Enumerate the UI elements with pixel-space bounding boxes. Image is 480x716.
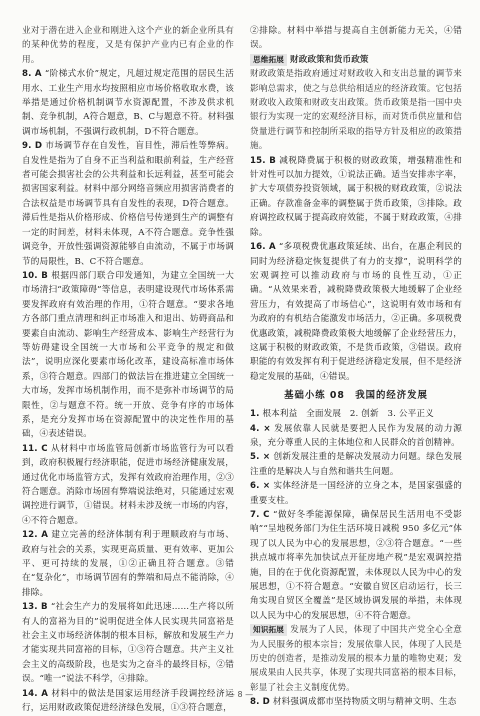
box2-text: 发展为了人民，体现了中国共产党全心全意为人民服务的根本宗旨；发展依靠人民，体现了人民是历史的创造者，是推动发展的根本力量的唯物史观；发展成果由人民共享，体现了实现共同富裕的根本目标，彰显了社会主义制度优势。 [250,625,462,693]
practice-item-7: 7. C “做好冬季能源保障，确保居民生活用电不受影响”“呈地税务部门为住生活环境日减税 950 多亿元”体现了以人民为中心的发展思想，②③符合题意。“一些拱点城市将率先加快试点开征房地产税”是宏观调控措施，目的在于优化资源配置，未体现以人民为中心的发展思想，①不符合题意。“安徽自贸区启动运行，长三角实现自贸区全覆盖”是区域协调发展的举措，未体现以人民为中心的发展思想，④不符合题意。 [250,510,462,621]
left-column [22,24,234,716]
box-title: 财政政策和货币政策 [289,54,369,65]
practice-item-1: 1. 根本利益 全面发展 2. 创新 3. 公平正义 [250,409,434,420]
answer-item-8: 8. A “阶梯式水价”规定，凡超过规定范围的居民生活用水、工业生产用水均按照相应市场价格收取水费，该举措是通过价格机制调节水资源配置，不涉及供求机制、竞争机制，A符合题意，B、C与题意不符。材料强调市场机制，不强调行政机制，D不符合题意。 [22,69,234,137]
answer-item-11: 11. C 从材料中市场监管局创新市场监管行为可以看到，政府积极履行经济职能，促进市场经济健康发展，通过优化市场监管方式，发挥有效政府治理作用，②③符合题意。消除市场固有弊端说法绝对，只能通过宏观调控进行调节，①错误。材料未涉及统一市场的内容，④不符合题意。 [22,443,234,526]
box2-tag: 知识拓展 [250,624,287,636]
page-number: — 8 — [226,690,254,699]
practice-item-4: 4. × 发展依靠人民就是要把人民作为发展的动力源泉，充分尊重人民的主体地位和人民群众的首创精神。 [250,423,462,448]
answer-item-12: 12. A 建立完善的经济体制有利于理顺政府与市场、政府与社会的关系，实现更高质量、更有效率、更加公平、更可持续的发展，①②正确且符合题意。③错在“复杂化”，市场调节固有的弊端和局点不能消除，④排除。 [22,530,234,598]
box-text: 财政政策是指政府通过对财政收入和支出总量的调节来影响总需求，使之与总供给相适应的经济政策。它包括财政收入政策和财政支出政策。货币政策是指一国中央银行为实现一定的宏观经济目标，而对货币供应量和信贷量进行调节和控制所采取的指导方针及相应的政策措施。 [250,69,462,152]
box-tag: 思维拓展 [250,54,287,66]
answer-item-10: 10. B 根据四部门联合印发通知，为建立全国统一大市场清扫“政策障碍”等信息，表明建设现代市场体系需要发挥政府有效治理的作用，①符合题意。“要求各地方各部门重点清理和纠正市场准入和退出、妨碍商品和要素自由流动、影响生产经营成本、影响生产经营行为等妨碍建设全国统一大市场和公平竞争的规定和做法”，说明应深化要素市场化改革，建设高标准市场体系，③符合题意。四部门的做法旨在推进建立全国统一大市场，发挥市场机制作用，而不是弥补市场调节的局限性，②与题意不符。统一开放、竞争有序的市场体系，是充分发挥市场在资源配置中的决定性作用的基础，④表述错误。 [22,270,234,440]
knowledge-extension-box [250,623,462,695]
practice-item-6: 6. × 实体经济是一国经济的立身之本，是国家强盛的重要支柱。 [250,481,463,506]
answer-item-9: 9. D 市场调节存在自发性，盲目性，滞后性等弊病。自发性是指为了自身不正当利益和眼前利益，生产经营者可能会损害社会的公共利益和长远利益，甚至可能会损害国家利益。材料中部分网络音频应用损害消费者的合法权益是市场调节具有自发性的表现，D符合题意。滞后性是指从价格形成、价格信号传递到生产的调整有一定的时间差，材料未体现，A不符合题意。竞争性强调竞争，开放性强调资源能够自由流动，不属于市场调节的局限性，B、C不符合题意。 [22,141,234,267]
intro-paragraph: 业对于潜在进入企业和刚进入这个产业的新企业所具有的某种优势的程度，又是有保护产业内已有企业的作用。 [22,26,234,65]
right-column [250,24,462,710]
answer-item-13: 13. B “社会生产力的发展将如此迅速……生产将以所有人的富裕为目的”说明促进全体人民实现共同富裕是社会主义市场经济体制的根本目标，解放和发展生产力才能实现共同富裕的目标，①③符合题意。共产主义社会主义的高级阶段，也是实为之奋斗的最终目标，②错误。“唯一”说法不科学，④排除。 [22,602,234,685]
thinking-extension-box [250,53,462,154]
practice-item-8: 8. D 材料强调成都市坚持物质文明与精神文明、生态 [250,697,457,708]
continued-text: ②排除。材料中举措与提高自主创新能力无关，④错误。 [250,26,462,51]
section-title: 基础小练 08 我国的经济发展 [284,390,428,402]
practice-item-5: 5. × 创新发展注重的是解决发展动力问题。绿色发展注重的是解决人与自然和谐共生问题。 [250,452,463,477]
answer-item-15: 15. B 减税降费属于积极的财政政策，增强精准性和针对性可以加力提效，①说法正确。适当安排赤字率，扩大专项债券投资领域，属于积极的财政政策，②说法正确。存款准备金率的调整属于货币政策，③排除。政府调控政权属于提高政府效能，不属于财政政策，④排除。 [250,155,462,238]
answer-item-14: 14. A 材料中的做法是国家运用经济手段调控经济运行，运用财政政策促进经济绿色发展，①③符合题意， [22,688,234,714]
answer-item-16: 16. A “多项税费优惠政策延续、出台，在惠企利民的同时为经济稳定恢复提供了有力的支撑”，说明科学的宏观调控可以推动政府与市场的良性互动，①正确。“从效果来看，减税降费政策极大地缓解了企业经营压力，有效提高了市场信心”，这说明有效市场和有为政府的有机结合能激发市场活力，②正确。多项税费优惠政策，减税降费政策极大地缓解了企业经营压力，这属于积极的财政政策，不是货币政策，③错误。政府职能的有效发挥有利于促进经济稳定发展，但不是经济稳定发展的基础，④错误。 [250,242,463,382]
